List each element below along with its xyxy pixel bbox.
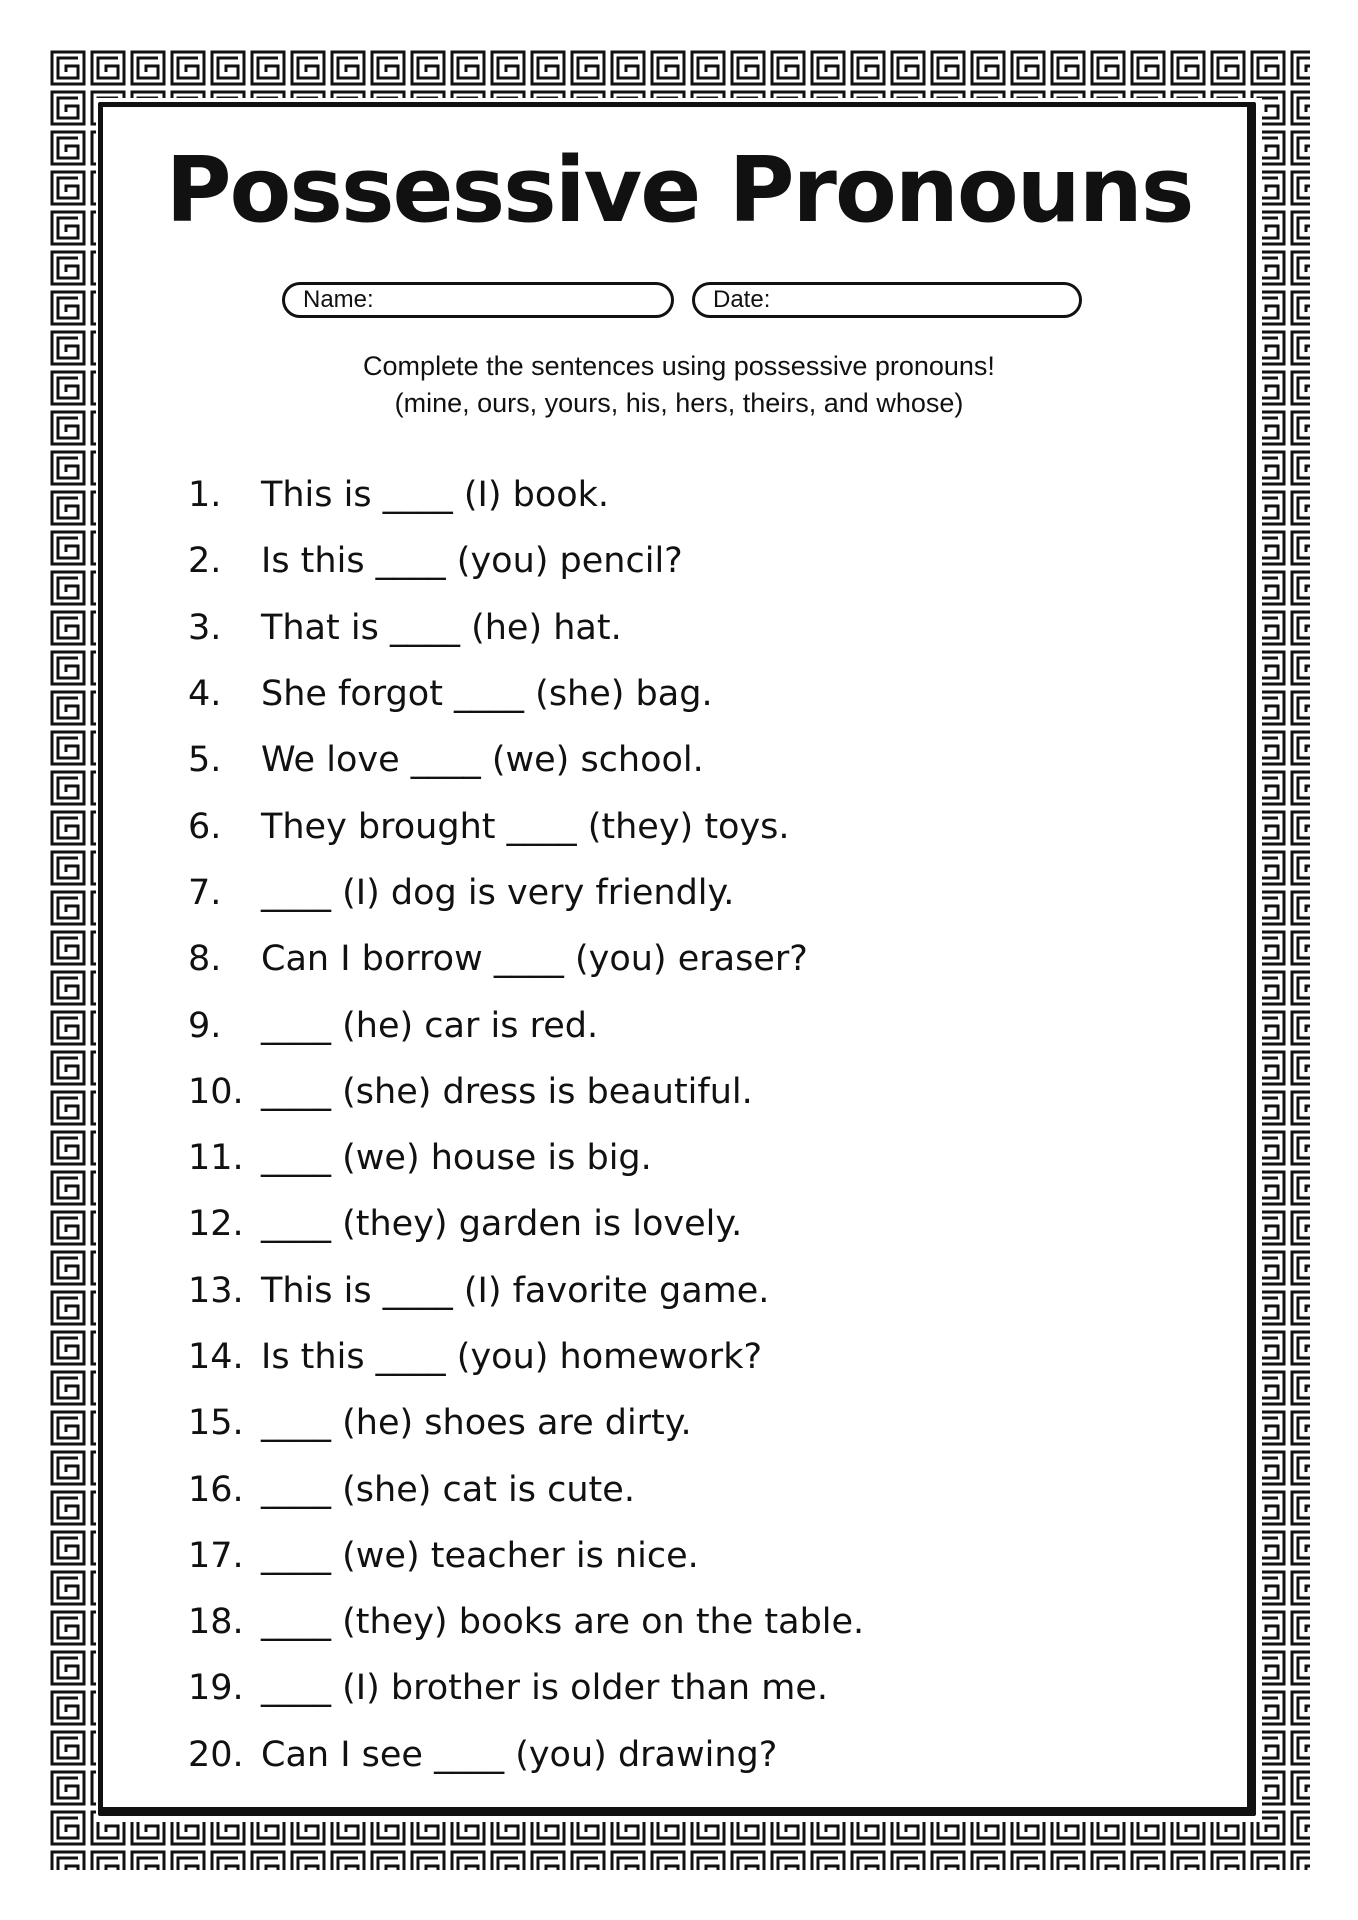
date-field[interactable] (692, 282, 1082, 318)
question-number: 18. (188, 1602, 244, 1643)
question-number: 6. (188, 806, 222, 847)
question-text: ____ (she) dress is beautiful. (261, 1071, 753, 1112)
question-text: ____ (we) house is big. (261, 1138, 652, 1179)
question-text: ____ (they) garden is lovely. (261, 1204, 743, 1245)
question-text: They brought ____ (they) toys. (261, 806, 790, 847)
question-number: 3. (188, 607, 222, 648)
question-number: 12. (188, 1204, 244, 1245)
question-number: 1. (188, 475, 222, 516)
question-item (188, 1324, 1188, 1390)
question-number: 10. (188, 1071, 244, 1112)
question-item (188, 462, 1188, 528)
date-label: Date: (713, 286, 771, 313)
question-text: We love ____ (we) school. (261, 740, 704, 781)
question-item (188, 1258, 1188, 1324)
question-text: Can I borrow ____ (you) eraser? (261, 939, 808, 980)
question-number: 5. (188, 740, 222, 781)
name-label: Name: (303, 286, 374, 313)
question-item (188, 926, 1188, 992)
question-text: ____ (we) teacher is nice. (261, 1535, 699, 1576)
question-number: 13. (188, 1270, 244, 1311)
question-item (188, 1589, 1188, 1655)
question-text: ____ (he) car is red. (261, 1005, 599, 1046)
question-number: 2. (188, 541, 222, 582)
question-text: ____ (he) shoes are dirty. (261, 1403, 692, 1444)
question-text: Is this ____ (you) pencil? (261, 541, 683, 582)
question-item (188, 661, 1188, 727)
question-item (188, 1191, 1188, 1257)
question-text: ____ (she) cat is cute. (261, 1469, 635, 1510)
question-number: 9. (188, 1005, 222, 1046)
instructions-line-1: Complete the sentences using possessive pronouns! (363, 351, 995, 381)
question-item (188, 1655, 1188, 1721)
question-text: ____ (I) brother is older than me. (261, 1668, 828, 1709)
question-list (188, 462, 1188, 1788)
question-item (188, 1059, 1188, 1125)
name-field[interactable] (282, 282, 674, 318)
question-text: She forgot ____ (she) bag. (261, 674, 713, 715)
question-text: Can I see ____ (you) drawing? (261, 1734, 778, 1775)
question-number: 11. (188, 1138, 244, 1179)
question-item (188, 595, 1188, 661)
question-number: 20. (188, 1734, 244, 1775)
question-item (188, 992, 1188, 1058)
question-item (188, 1125, 1188, 1191)
question-text: That is ____ (he) hat. (261, 607, 622, 648)
question-number: 4. (188, 674, 222, 715)
question-text: ____ (they) books are on the table. (261, 1602, 865, 1643)
question-item (188, 793, 1188, 859)
worksheet-title: Possessive Pronouns (165, 138, 1193, 243)
question-number: 16. (188, 1469, 244, 1510)
question-item (188, 860, 1188, 926)
question-text: This is ____ (I) favorite game. (261, 1270, 770, 1311)
question-number: 17. (188, 1535, 244, 1576)
question-text: ____ (I) dog is very friendly. (261, 872, 735, 913)
question-item (188, 1390, 1188, 1456)
question-number: 14. (188, 1337, 244, 1377)
question-number: 15. (188, 1403, 244, 1444)
question-item (188, 1722, 1188, 1788)
question-item (188, 727, 1188, 793)
question-number: 8. (188, 939, 222, 980)
question-text: This is ____ (I) book. (261, 475, 610, 516)
instructions (0, 348, 1358, 422)
question-text: Is this ____ (you) homework? (261, 1337, 763, 1377)
question-item (188, 528, 1188, 594)
question-number: 19. (188, 1668, 244, 1709)
question-item (188, 1523, 1188, 1589)
instructions-line-2: (mine, ours, yours, his, hers, theirs, and whose) (394, 388, 964, 418)
question-number: 7. (188, 872, 222, 913)
question-item (188, 1456, 1188, 1522)
